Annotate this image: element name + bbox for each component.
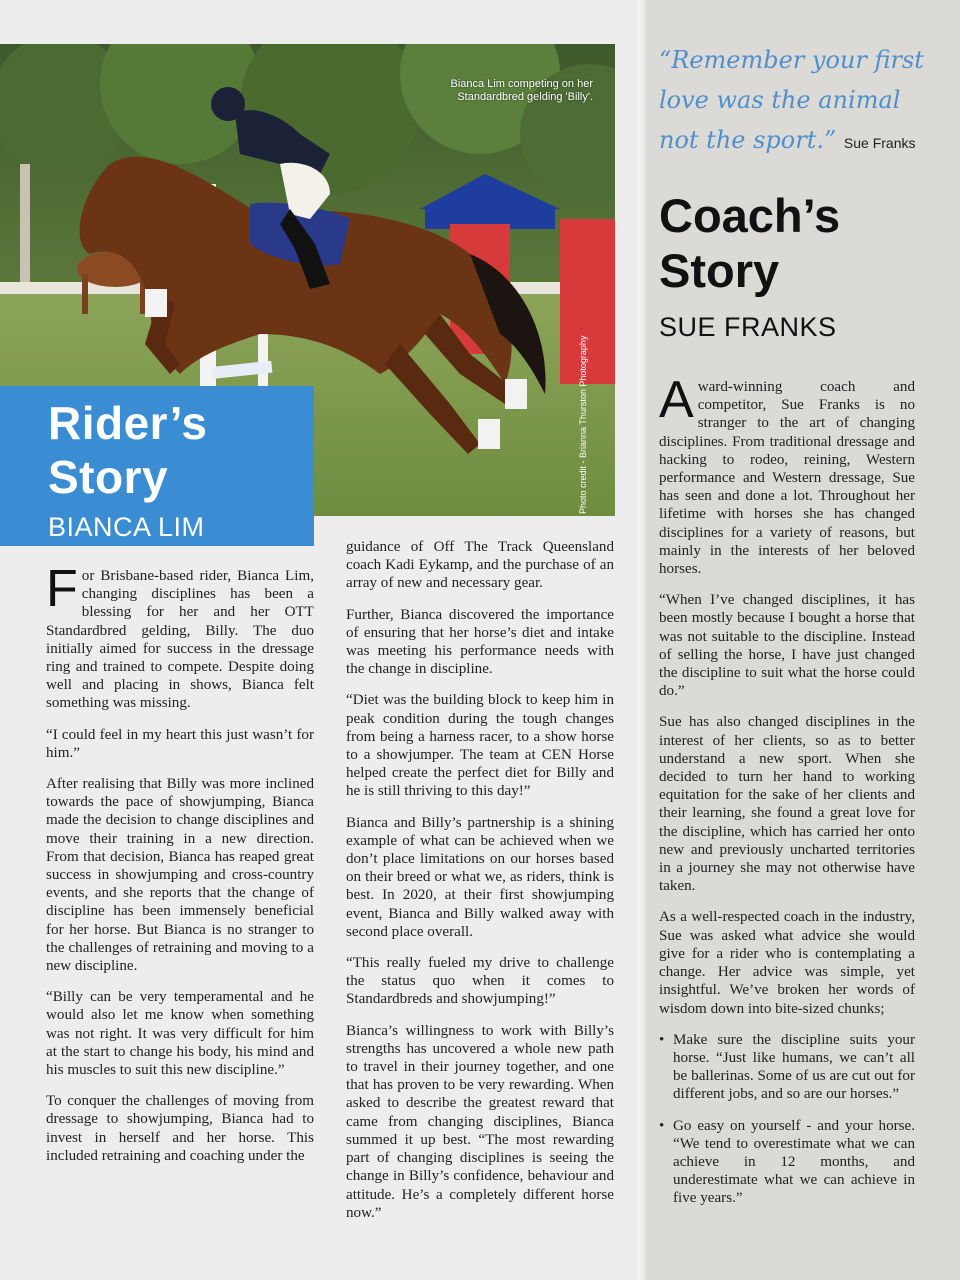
- paragraph: guidance of Off The Track Queensland coach Kadi Eykamp, and the purchase of an array of new and necessary gear.: [346, 539, 614, 592]
- paragraph: Award-winning coach and competitor, Sue Franks is no stranger to the art of changing disciplines. From traditional dressage and hacking to rodeo, reining, Western performance and Western dressage, Sue has seen and done a lot. Throughout her lifetime with horses she has changed disciplines for a variety of reasons, but mainly in the interests of her beloved horses.: [659, 371, 915, 578]
- coach-title-line1: Coach’s: [659, 189, 841, 242]
- paragraph: “When I’ve changed disciplines, it has been mostly because I bought a horse that was not suitable to the discipline. Instead of selling the horse, I have just changed the discipline to suit what the horse could do.”: [659, 592, 915, 700]
- drop-cap: F: [46, 560, 78, 618]
- paragraph: To conquer the challenges of moving from dressage to showjumping, Bianca had to invest in herself and her horse. This included retraining and coaching under the: [46, 1093, 314, 1164]
- paragraph: Sue has also changed disciplines in the interest of her clients, so as to better understand a new sport. When she decided to turn her hand to working equitation for the sake of her clients and their learning, she found a great love for the discipline, which has carried her onto new and previously uncharted territories in a journey she may not otherwise have taken.: [659, 714, 915, 895]
- coach-title-line2: Story: [659, 244, 780, 297]
- coach-column: [659, 371, 915, 1221]
- rider-title-line2: Story: [48, 451, 169, 503]
- rider-column-1: [46, 560, 314, 1178]
- paragraph: After realising that Billy was more inclined towards the pace of showjumping, Bianca made the decision to change disciplines and move their training in a new direction. From that decision, Bianca has reaped great success in showjumping and cross-country events, and she reports that the change of discipline has been immensely beneficial for her horse. But Bianca is no stranger to the challenges of retraining and moving to a new discipline.: [46, 776, 314, 975]
- paragraph: Further, Bianca discovered the importance of ensuring that her horse’s diet and intake was meeting his performance needs with the change in discipline.: [346, 606, 614, 678]
- paragraph: Bianca’s willingness to work with Billy’s strengths has uncovered a whole new path to travel in their journey together, and one that has proven to be very rewarding. When asked to describe the greatest reward that came from changing disciplines, Bianca summed it up best. “The most rewarding part of changing disciplines is seeing the change in Billy’s confidence, behaviour and attitude. He’s a completely different horse now.”: [346, 1022, 614, 1221]
- paragraph: “This really fueled my drive to challenge the status quo when it comes to Standardbreds and showjumping!”: [346, 955, 614, 1008]
- list-item: • Go easy on yourself - and your horse. “We tend to overestimate what we can achieve in 12 months, and underestimate what we can achieve in five years.”: [659, 1117, 915, 1208]
- paragraph: “Diet was the building block to keep him in peak condition during the tough changes from being a harness racer, to a show horse to a showjumper. The team at CEN Horse helped create the perfect diet for Billy and he is still thriving to this day!”: [346, 692, 614, 800]
- pull-quote: [659, 40, 929, 163]
- paragraph: “I could feel in my heart this just wasn’t for him.”: [46, 726, 314, 761]
- quote-author: Sue Franks: [843, 135, 916, 151]
- photo-credit: Photo credit - Brianna Thurston Photography: [578, 335, 588, 514]
- rider-title-line1: Rider’s: [48, 397, 208, 449]
- rider-story-header: [0, 386, 314, 546]
- rider-column-2: [346, 538, 614, 1235]
- coach-name: SUE FRANKS: [659, 312, 837, 342]
- drop-cap: A: [659, 371, 694, 429]
- list-item: • Make sure the discipline suits your horse. “Just like humans, we can’t all be ballerinas. Some of us are cut out for different jobs, and so are our horses.”: [659, 1031, 915, 1104]
- paragraph: Bianca and Billy’s partnership is a shining example of what can be achieved when we don’t place limitations on our horses based on their breed or what we, as riders, think is best. In 2020, at their first showjumping event, Bianca and Billy walked away with second place overall.: [346, 814, 614, 940]
- coach-story-title: [659, 188, 840, 298]
- advice-list: [659, 1031, 915, 1208]
- quote-text: “Remember your first love was the animal not the sport.”: [659, 46, 924, 154]
- paragraph: “Billy can be very temperamental and he would also let me know when something was not right. It was very difficult for him at the start to change his body, his mind and his muscles to suit this new discipline.”: [46, 989, 314, 1079]
- photo-caption: Bianca Lim competing on her Standardbred gelding 'Billy'.: [450, 78, 593, 103]
- paragraph: As a well-respected coach in the industry, Sue was asked what advice she would give for a rider who is contemplating a change. Her advice was simple, yet insightful. We’ve broken her words of wisdom down into bite-sized chunks;: [659, 909, 915, 1017]
- paragraph: For Brisbane-based rider, Bianca Lim, changing disciplines has been a blessing for her and her OTT Standardbred gelding, Billy. The duo initially aimed for success in the dressage ring and trained to compete. Despite doing well and placing in shows, Bianca felt something was missing.: [46, 560, 314, 712]
- rider-story-title: [48, 396, 207, 504]
- rider-name: BIANCA LIM: [48, 512, 205, 542]
